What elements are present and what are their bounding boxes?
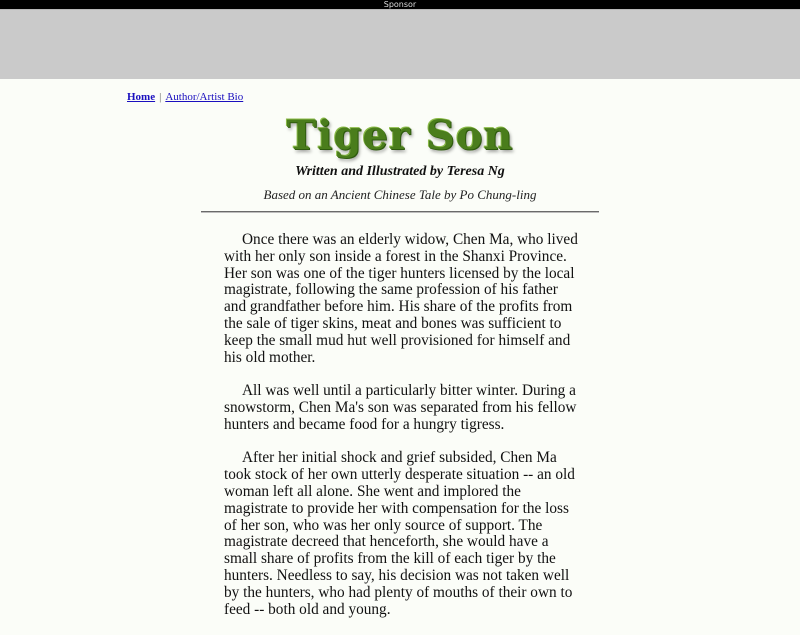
sponsor-bar xyxy=(0,0,800,9)
story-paragraph: Once there was an elderly widow, Chen Ma, who lived with her only son inside a forest in the Shanxi Province. Her son was one of the tiger hunters licensed by the local magistrate, following the same profession of his father and grandfather before him. His share of the profits from the sale of tiger skins, meat and bones was sufficient to keep the small mud hut well provisioned for himself and his old mother. xyxy=(224,231,578,366)
horizontal-divider xyxy=(201,211,599,213)
byline: Written and Illustrated by Teresa Ng xyxy=(295,164,505,179)
story-paragraph: After her initial shock and grief subsided, Chen Ma took stock of her own utterly desperate situation -- an old woman left all alone. She went and implored the magistrate to provide her with compensation for the loss of her son, who was her only source of support. The magistrate decreed that henceforth, she would have a small share of profits from the kill of each tiger by the hunters. Needless to say, his decision was not taken well by the hunters, who had plenty of mouths of their own to feed -- both old and young. xyxy=(224,449,575,618)
top-nav xyxy=(127,91,243,103)
story-paragraph: All was well until a particularly bitter winter. During a snowstorm, Chen Ma's son was separated from his fellow hunters and became food for a hungry tigress. xyxy=(224,382,577,433)
page-title-graphic: Tiger Son xyxy=(286,112,514,159)
story-body xyxy=(224,232,580,635)
source-credit: Based on an Ancient Chinese Tale by Po Chung-ling xyxy=(263,187,537,202)
nav-separator: | xyxy=(159,91,162,103)
nav-author-bio-link[interactable]: Author/Artist Bio xyxy=(165,91,244,103)
sponsor-ad-banner[interactable] xyxy=(0,9,800,79)
sponsor-label: Sponsor xyxy=(383,0,417,9)
nav-home-link[interactable]: Home xyxy=(127,91,156,103)
